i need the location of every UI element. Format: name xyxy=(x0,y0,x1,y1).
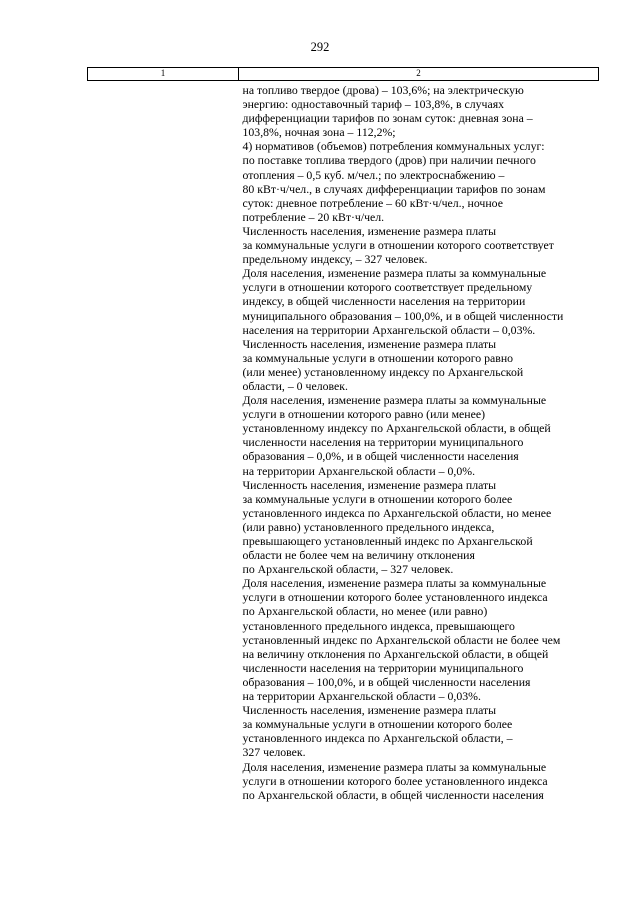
text-line: 80 кВт·ч/чел., в случаях дифференциации тарифов по зонам xyxy=(242,181,546,196)
text-line: Численность населения, изменение размера платы xyxy=(242,223,497,238)
text-line: образования – 100,0%, и в общей численности населения xyxy=(242,674,531,689)
text-line: отопления – 0,5 куб. м/чел.; по электроснабжению – xyxy=(242,167,505,182)
text-line: за коммунальные услуги в отношении которого более xyxy=(242,717,513,732)
text-line: установленный индекс по Архангельской области не более чем xyxy=(242,632,561,647)
text-line: муниципального образования – 100,0%, и в общей численности xyxy=(242,308,564,323)
text-line: услуги в отношении которого равно (или менее) xyxy=(242,407,485,422)
text-line: Доля населения, изменение размера платы за коммунальные xyxy=(242,759,547,774)
text-line: за коммунальные услуги в отношении которого более xyxy=(242,491,513,506)
text-line: суток: дневное потребление – 60 кВт·ч/чел., ночное xyxy=(242,195,503,210)
text-line: Численность населения, изменение размера платы xyxy=(242,477,497,492)
document-table xyxy=(87,67,599,802)
text-line: (или равно) установленного предельного индекса, xyxy=(242,519,495,534)
text-line: 4) нормативов (объемов) потребления коммунальных услуг: xyxy=(242,139,545,154)
text-line: дифференциации тарифов по зонам суток: дневная зона – xyxy=(242,111,533,126)
text-line: установленного индекса по Архангельской области, – xyxy=(242,731,513,746)
text-line: по Архангельской области, – 327 человек. xyxy=(242,562,454,577)
text-line: установленного предельного индекса, превышающего xyxy=(242,618,515,633)
body-text xyxy=(239,81,599,802)
text-line: Доля населения, изменение размера платы за коммунальные xyxy=(242,576,547,591)
text-line: 327 человек. xyxy=(242,745,306,760)
column-1-header: 1 xyxy=(88,68,239,81)
text-line: населения на территории Архангельской области – 0,03%. xyxy=(242,322,536,337)
text-line: численности населения на территории муниципального xyxy=(242,435,524,450)
table-body-row xyxy=(88,81,599,802)
text-line: по Архангельской области, но менее (или равно) xyxy=(242,604,488,619)
text-line: установленного индекса по Архангельской области, но менее xyxy=(242,505,552,520)
text-line: превышающего установленный индекс по Архангельской xyxy=(242,534,533,548)
page-number: 292 xyxy=(310,40,330,54)
text-line: на величину отклонения по Архангельской области, в общей xyxy=(242,646,549,661)
text-line: по поставке топлива твердого (дров) при наличии печного xyxy=(242,153,536,168)
text-line: за коммунальные услуги в отношении которого равно xyxy=(242,350,514,365)
text-line: услуги в отношении которого более установленного индекса xyxy=(242,590,548,605)
text-line: по Архангельской области, в общей численности населения xyxy=(242,787,544,802)
text-line: 103,8%, ночная зона – 112,2%; xyxy=(242,125,396,140)
text-line: Доля населения, изменение размера платы за коммунальные xyxy=(242,393,547,408)
text-line: предельному индексу, – 327 человек. xyxy=(242,252,428,267)
text-line: на территории Архангельской области – 0,0%. xyxy=(242,463,476,478)
text-line: области не более чем на величину отклонения xyxy=(242,548,475,563)
column-2-cell xyxy=(239,81,599,802)
text-line: Численность населения, изменение размера платы xyxy=(242,336,497,351)
text-line: услуги в отношении которого более установленного индекса xyxy=(242,773,548,788)
text-line: индексу, в общей численности населения на территории xyxy=(242,294,526,309)
text-line: услуги в отношении которого соответствует предельному xyxy=(242,280,533,295)
text-line: на топливо твердое (дрова) – 103,6%; на электрическую xyxy=(242,83,524,97)
text-line: образования – 0,0%, и в общей численности населения xyxy=(242,449,519,464)
text-line: Доля населения, изменение размера платы за коммунальные xyxy=(242,266,547,281)
text-line: потребление – 20 кВт·ч/чел. xyxy=(242,209,385,224)
text-line: на территории Архангельской области – 0,03%. xyxy=(242,689,481,704)
text-line: численности населения на территории муниципального xyxy=(242,660,524,675)
text-line: области, – 0 человек. xyxy=(242,378,348,393)
text-line: установленному индексу по Архангельской области, в общей xyxy=(242,421,551,436)
text-line: (или менее) установленному индексу по Архангельской xyxy=(242,364,524,379)
table-header-row xyxy=(88,68,599,81)
text-line: энергию: одноставочный тариф – 103,8%, в случаях xyxy=(242,97,505,112)
text-line: за коммунальные услуги в отношении которого соответствует xyxy=(242,238,554,253)
column-1-cell xyxy=(88,81,239,802)
column-2-header: 2 xyxy=(239,68,599,81)
text-line: Численность населения, изменение размера платы xyxy=(242,703,497,718)
